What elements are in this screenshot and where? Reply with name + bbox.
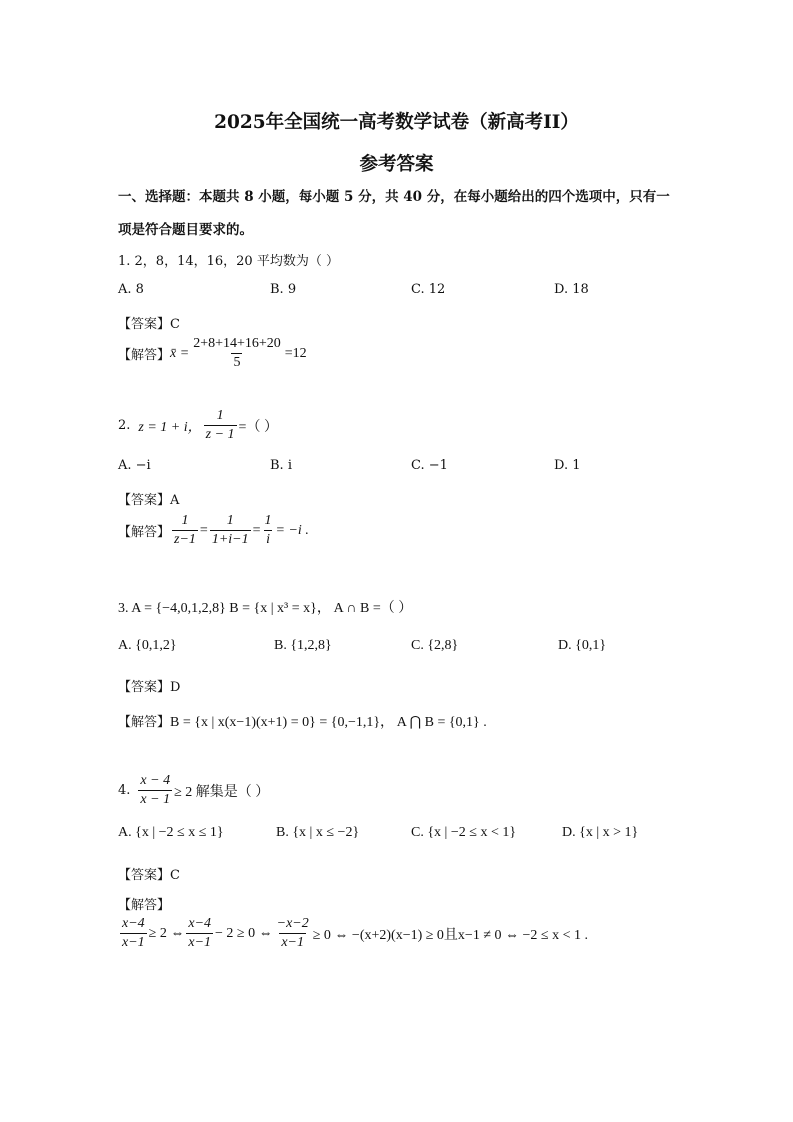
q2-numerator: 1: [216, 408, 224, 423]
q1-answer-value: C: [170, 317, 180, 332]
q3-answer-value: D: [170, 680, 181, 695]
q4-solution: [118, 916, 588, 951]
q2-sol-f2-den: 1+i−1: [211, 532, 249, 547]
q2-option-d: D. 1: [554, 458, 581, 473]
q4-sol-b-den: x−1: [188, 935, 212, 950]
answer-tag: 【答案】: [118, 493, 171, 508]
solution-tag: 【解答】: [118, 715, 171, 730]
q1-sol-numerator: 2+8+14+16+20: [193, 336, 281, 351]
q1-answer: [118, 313, 180, 332]
q4-stem: [118, 773, 269, 808]
q3-stem: 3. A = {−4,0,1,2,8} B = {x | x³ = x}， A ∩ B =（ ）: [118, 601, 413, 616]
q2-solution: [118, 513, 309, 548]
q1-sol-denominator: 5: [233, 355, 241, 370]
q2-condition: z = 1 + i，: [138, 419, 202, 435]
q1-stem: 1. 2，8，14，16，20 平均数为（ ）: [118, 254, 339, 269]
q2-denominator: z − 1: [205, 427, 235, 442]
q3-answer: [118, 676, 180, 695]
q2-sol-fraction-1: [172, 513, 198, 548]
q4-option-d: D. {x | x > 1}: [562, 825, 639, 840]
page-subtitle: 参考答案: [359, 154, 434, 175]
q4-sol-a-den: x−1: [122, 935, 145, 950]
q4-answer-value: C: [170, 868, 180, 883]
answer-tag: 【答案】: [118, 680, 171, 695]
q2-sol-f3-num: 1: [264, 513, 272, 528]
q2-option-c: C. −1: [411, 458, 448, 473]
q4-denominator: x − 1: [140, 792, 171, 807]
q2-sol-f1-den: z−1: [174, 532, 196, 547]
q3-sol-text: B = {x | x(x−1)(x+1) = 0} = {0,−1,1}， A ⋂ B = {0,1} .: [170, 715, 487, 730]
q2-sol-f2-num: 1: [226, 513, 234, 528]
q4-answer: [118, 864, 180, 883]
q2-tail: =（ ）: [238, 419, 278, 435]
equals-sign: =: [199, 522, 208, 538]
q4-numerator: x − 4: [140, 773, 171, 788]
q1-sol-fraction: [191, 336, 283, 371]
q4-tail: ≥ 2 解集是（ ）: [174, 784, 270, 800]
q4-option-b: B. {x | x ≤ −2}: [276, 825, 360, 840]
q4-sol-b-tail: − 2 ≥ 0 ⇔: [215, 925, 273, 941]
q3-option-a: A. {0,1,2}: [118, 638, 177, 653]
q3-option-d: D. {0,1}: [558, 638, 607, 653]
q3-option-c: C. {2,8}: [411, 638, 459, 653]
q1-option-d: D. 18: [554, 282, 589, 297]
q1-option-a: A. 8: [118, 282, 144, 297]
q2-answer: [118, 489, 179, 508]
q4-sol-a-num: x−4: [122, 916, 145, 931]
q4-sol-a-tail: ≥ 2 ⇔: [148, 925, 185, 941]
q3-solution: [118, 711, 487, 731]
q4-option-c: C. {x | −2 ≤ x < 1}: [411, 825, 517, 840]
q4-sol-b-num: x−4: [188, 916, 212, 931]
q2-sol-end: = −i .: [275, 522, 309, 538]
q2-answer-value: A: [170, 493, 180, 508]
q2-sol-f1-num: 1: [181, 513, 189, 528]
q2-prefix: 2.: [118, 418, 131, 433]
q1-option-c: C. 12: [411, 282, 446, 297]
q2-option-b: B. i: [270, 458, 292, 473]
solution-tag: 【解答】: [118, 525, 171, 540]
q4-option-a: A. {x | −2 ≤ x ≤ 1}: [118, 825, 224, 840]
q2-option-a: A. −i: [118, 458, 151, 473]
q3-option-b: B. {1,2,8}: [274, 638, 332, 653]
q2-sol-fraction-3: [263, 513, 274, 548]
equals-sign: =: [252, 522, 261, 538]
section-heading-line2: 项是符合题目要求的。: [118, 222, 253, 238]
q1-sol-rhs: =12: [284, 345, 307, 361]
answer-tag: 【答案】: [118, 317, 171, 332]
page-title: 2025年全国统一高考数学试卷（新高考II）: [214, 112, 579, 133]
q4-prefix: 4.: [118, 783, 131, 798]
q2-stem: [118, 408, 278, 443]
q2-fraction: [204, 408, 237, 443]
q4-solution-tag: 【解答】: [118, 898, 171, 913]
answer-tag: 【答案】: [118, 868, 171, 883]
q2-sol-f3-den: i: [266, 532, 270, 547]
q1-option-b: B. 9: [270, 282, 297, 297]
q4-sol-c-num: −x−2: [276, 916, 309, 931]
q4-sol-c-tail: ≥ 0 ⇔ −(x+2)(x−1) ≥ 0且x−1 ≠ 0 ⇔ −2 ≤ x < 1 .: [312, 927, 588, 943]
q4-sol-fraction-c: [275, 916, 311, 951]
solution-tag: 【解答】: [118, 348, 171, 363]
q1-sol-lhs: x̄ =: [170, 345, 190, 361]
q4-sol-fraction-a: [120, 916, 147, 951]
q4-sol-c-den: x−1: [281, 935, 305, 950]
q4-fraction: [138, 773, 172, 808]
q4-sol-fraction-b: [186, 916, 213, 951]
q1-solution: [118, 336, 307, 371]
section-heading-line1: 一、选择题：本题共 8 小题，每小题 5 分，共 40 分，在每小题给出的四个选项中，只有一: [118, 189, 670, 205]
q2-sol-fraction-2: [210, 513, 251, 548]
